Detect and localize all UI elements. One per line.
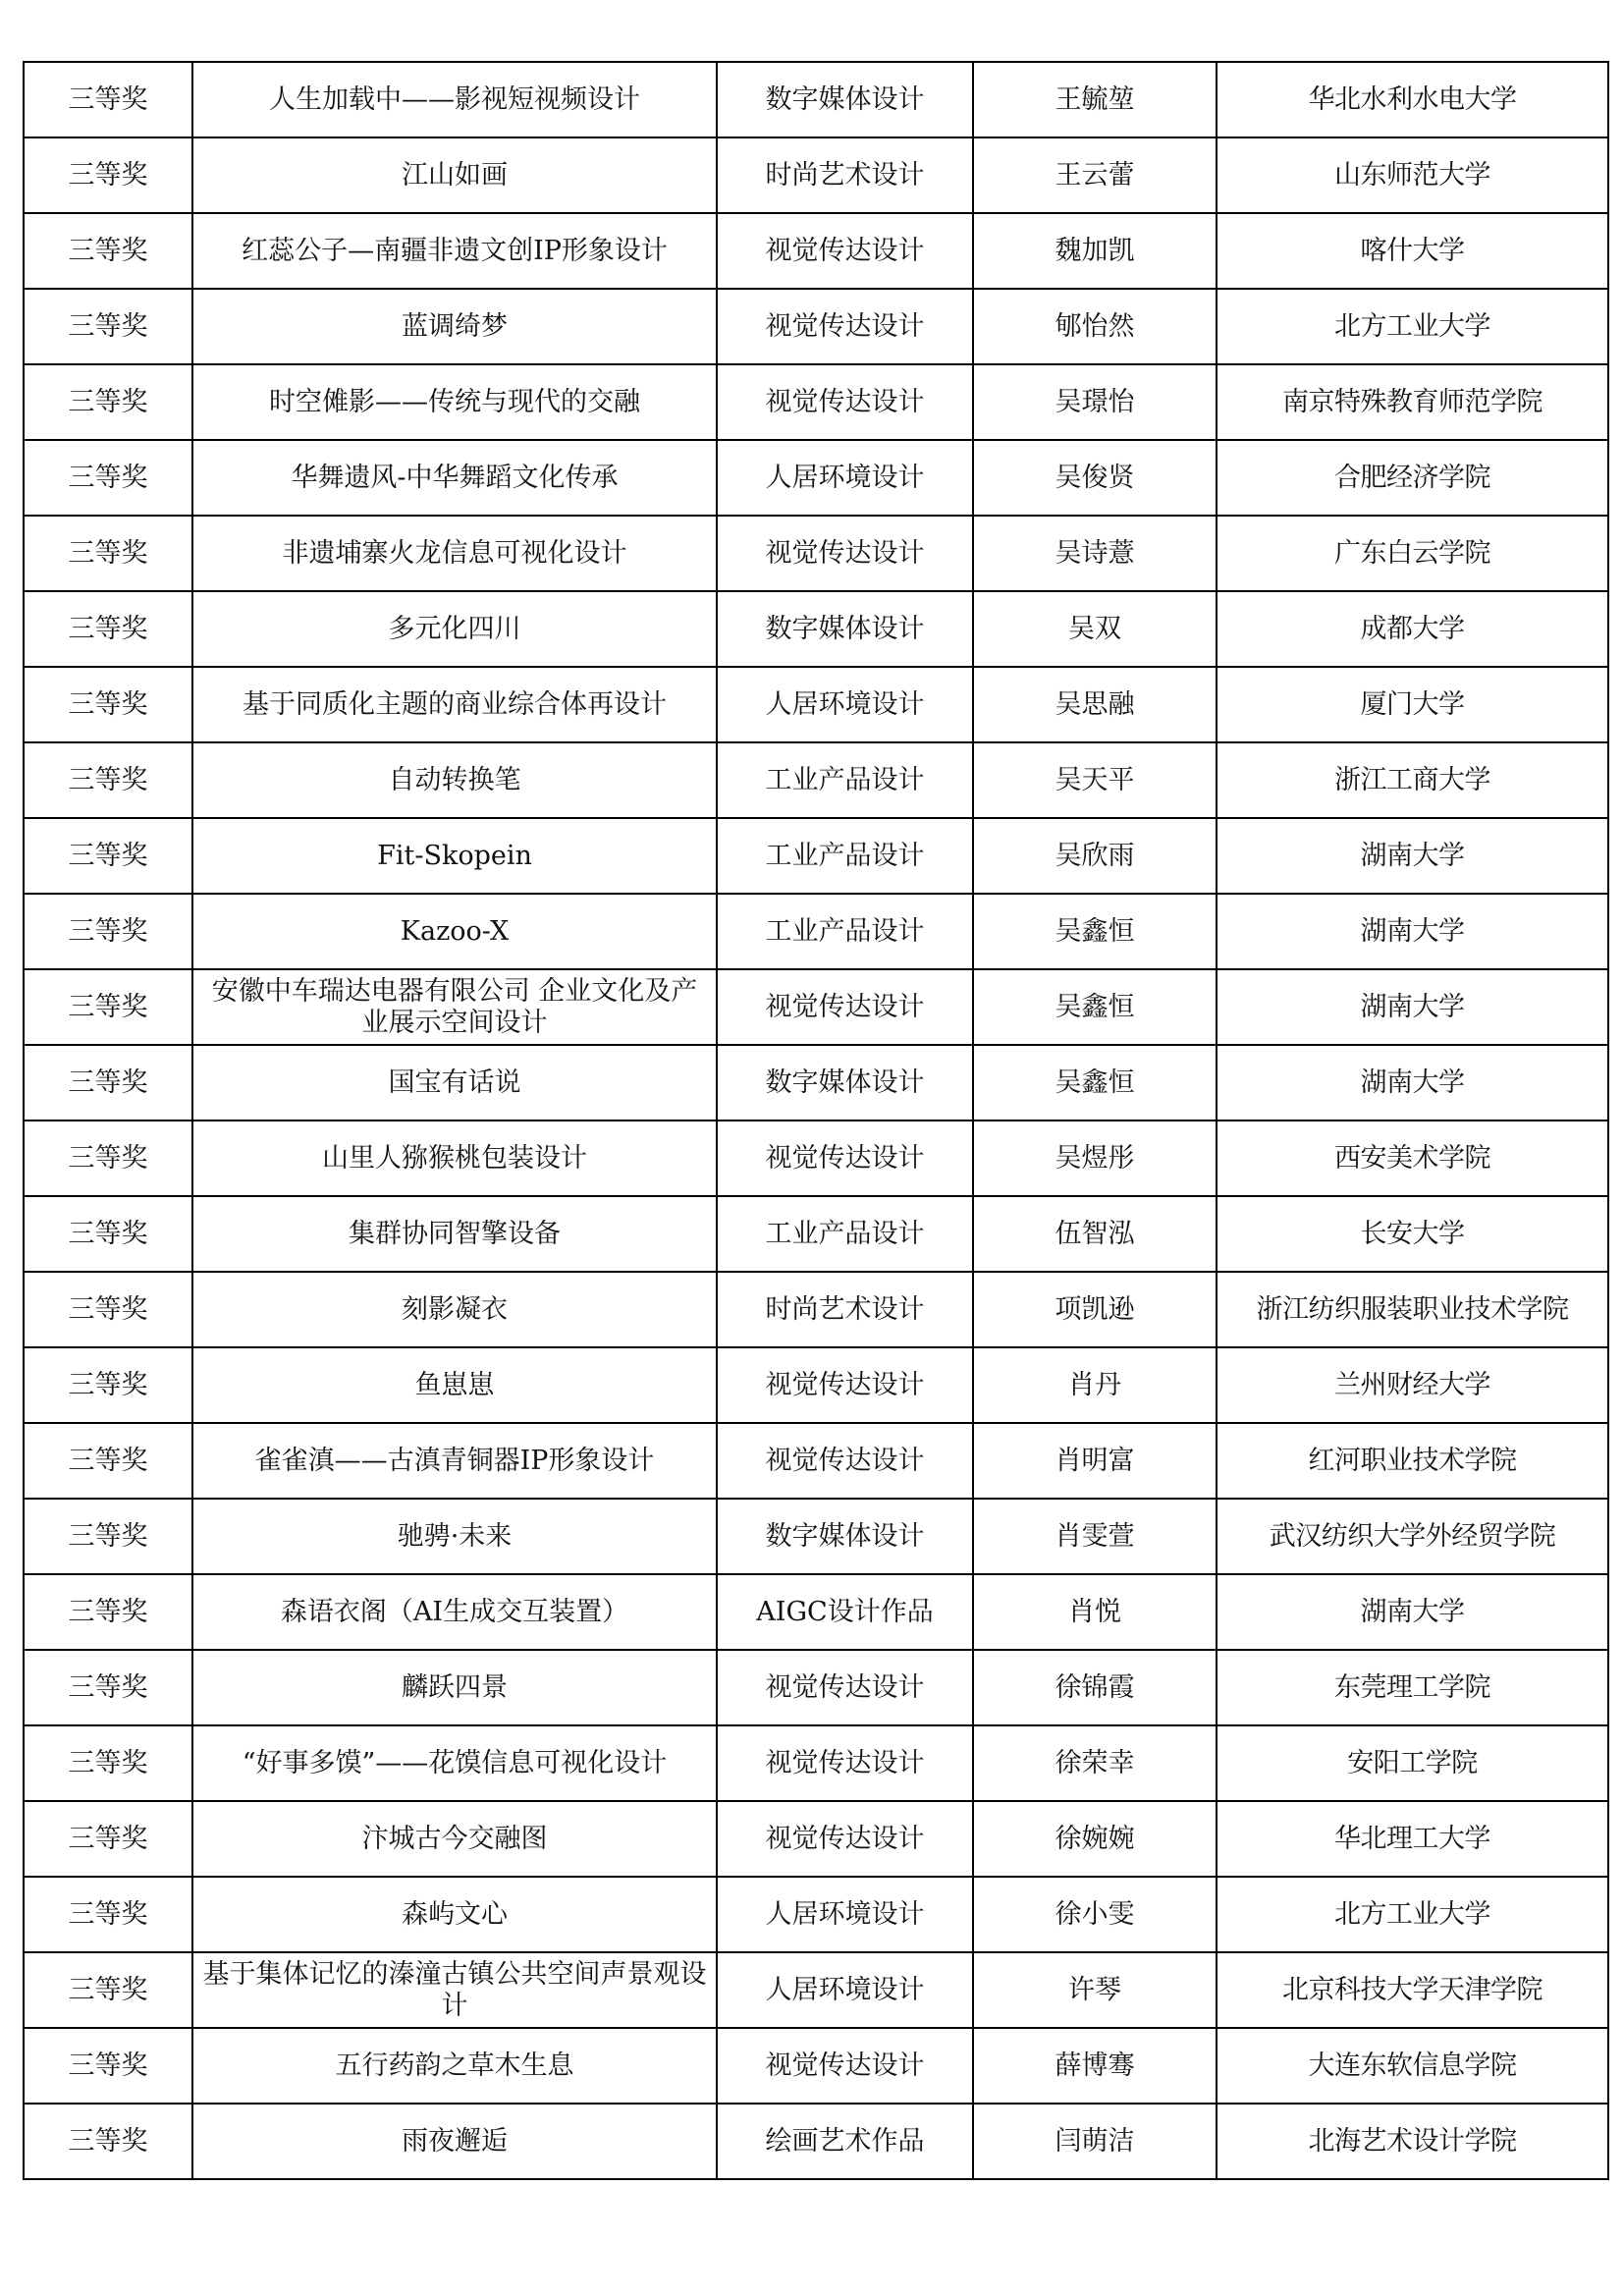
award-cell: 三等奖 [24, 969, 192, 1045]
school-cell: 华北水利水电大学 [1217, 62, 1608, 137]
student-name-cell: 吴鑫恒 [973, 894, 1217, 969]
school-cell: 浙江工商大学 [1217, 742, 1608, 818]
table-row [24, 1952, 1608, 2028]
award-cell: 三等奖 [24, 516, 192, 591]
table-row [24, 1801, 1608, 1877]
award-cell: 三等奖 [24, 1499, 192, 1574]
work-title-cell: 国宝有话说 [192, 1045, 717, 1121]
table-row [24, 591, 1608, 667]
student-name-cell: 吴鑫恒 [973, 1045, 1217, 1121]
table-row [24, 1423, 1608, 1499]
student-name-cell: 王云蕾 [973, 137, 1217, 213]
category-cell: 视觉传达设计 [717, 213, 973, 289]
table-row [24, 1650, 1608, 1725]
student-name-cell: 项凯逊 [973, 1272, 1217, 1347]
work-title-cell: “好事多馍”——花馍信息可视化设计 [192, 1725, 717, 1801]
table-row [24, 364, 1608, 440]
work-title-cell: 自动转换笔 [192, 742, 717, 818]
award-cell: 三等奖 [24, 2028, 192, 2104]
student-name-cell: 徐小雯 [973, 1877, 1217, 1952]
table-row [24, 1574, 1608, 1650]
category-cell: 绘画艺术作品 [717, 2104, 973, 2179]
school-cell: 北方工业大学 [1217, 1877, 1608, 1952]
work-title-cell: 非遗埔寨火龙信息可视化设计 [192, 516, 717, 591]
category-cell: 视觉传达设计 [717, 516, 973, 591]
award-cell: 三等奖 [24, 1196, 192, 1272]
table-row [24, 62, 1608, 137]
document-page [23, 61, 1609, 2180]
category-cell: AIGC设计作品 [717, 1574, 973, 1650]
award-cell: 三等奖 [24, 1574, 192, 1650]
student-name-cell: 吴思融 [973, 667, 1217, 742]
awards-table [23, 61, 1609, 2180]
table-row [24, 289, 1608, 364]
category-cell: 视觉传达设计 [717, 1725, 973, 1801]
school-cell: 南京特殊教育师范学院 [1217, 364, 1608, 440]
school-cell: 广东白云学院 [1217, 516, 1608, 591]
category-cell: 时尚艺术设计 [717, 1272, 973, 1347]
school-cell: 兰州财经大学 [1217, 1347, 1608, 1423]
school-cell: 武汉纺织大学外经贸学院 [1217, 1499, 1608, 1574]
student-name-cell: 肖丹 [973, 1347, 1217, 1423]
category-cell: 视觉传达设计 [717, 1801, 973, 1877]
work-title-cell: 麟跃四景 [192, 1650, 717, 1725]
work-title-cell: 江山如画 [192, 137, 717, 213]
work-title-cell: 基于集体记忆的溱潼古镇公共空间声景观设计 [192, 1952, 717, 2028]
school-cell: 湖南大学 [1217, 969, 1608, 1045]
school-cell: 西安美术学院 [1217, 1121, 1608, 1196]
student-name-cell: 吴天平 [973, 742, 1217, 818]
work-title-cell: Fit-Skopein [192, 818, 717, 894]
school-cell: 安阳工学院 [1217, 1725, 1608, 1801]
category-cell: 时尚艺术设计 [717, 137, 973, 213]
school-cell: 山东师范大学 [1217, 137, 1608, 213]
award-cell: 三等奖 [24, 1877, 192, 1952]
school-cell: 合肥经济学院 [1217, 440, 1608, 516]
student-name-cell: 吴诗薏 [973, 516, 1217, 591]
award-cell: 三等奖 [24, 742, 192, 818]
award-cell: 三等奖 [24, 1801, 192, 1877]
category-cell: 人居环境设计 [717, 667, 973, 742]
table-row [24, 1272, 1608, 1347]
work-title-cell: 汴城古今交融图 [192, 1801, 717, 1877]
work-title-cell: 鱼崽崽 [192, 1347, 717, 1423]
category-cell: 视觉传达设计 [717, 969, 973, 1045]
category-cell: 视觉传达设计 [717, 1347, 973, 1423]
category-cell: 视觉传达设计 [717, 289, 973, 364]
award-cell: 三等奖 [24, 289, 192, 364]
awards-table-body [24, 62, 1608, 2179]
student-name-cell: 肖雯萱 [973, 1499, 1217, 1574]
award-cell: 三等奖 [24, 1347, 192, 1423]
category-cell: 工业产品设计 [717, 1196, 973, 1272]
school-cell: 大连东软信息学院 [1217, 2028, 1608, 2104]
table-row [24, 1196, 1608, 1272]
award-cell: 三等奖 [24, 1725, 192, 1801]
work-title-cell: 红蕊公子—南疆非遗文创IP形象设计 [192, 213, 717, 289]
table-row [24, 1347, 1608, 1423]
table-row [24, 1121, 1608, 1196]
award-cell: 三等奖 [24, 894, 192, 969]
school-cell: 北海艺术设计学院 [1217, 2104, 1608, 2179]
work-title-cell: 华舞遗风-中华舞蹈文化传承 [192, 440, 717, 516]
school-cell: 华北理工大学 [1217, 1801, 1608, 1877]
category-cell: 视觉传达设计 [717, 1423, 973, 1499]
category-cell: 视觉传达设计 [717, 1121, 973, 1196]
school-cell: 北方工业大学 [1217, 289, 1608, 364]
student-name-cell: 许琴 [973, 1952, 1217, 2028]
student-name-cell: 伍智泓 [973, 1196, 1217, 1272]
student-name-cell: 肖明富 [973, 1423, 1217, 1499]
work-title-cell: 时空傩影——传统与现代的交融 [192, 364, 717, 440]
table-row [24, 894, 1608, 969]
award-cell: 三等奖 [24, 1952, 192, 2028]
table-row [24, 1045, 1608, 1121]
work-title-cell: 五行药韵之草木生息 [192, 2028, 717, 2104]
category-cell: 视觉传达设计 [717, 2028, 973, 2104]
category-cell: 数字媒体设计 [717, 591, 973, 667]
student-name-cell: 吴璟怡 [973, 364, 1217, 440]
school-cell: 成都大学 [1217, 591, 1608, 667]
table-row [24, 1725, 1608, 1801]
table-row [24, 667, 1608, 742]
table-row [24, 742, 1608, 818]
work-title-cell: Kazoo-X [192, 894, 717, 969]
award-cell: 三等奖 [24, 62, 192, 137]
table-row [24, 137, 1608, 213]
student-name-cell: 徐婉婉 [973, 1801, 1217, 1877]
work-title-cell: 山里人猕猴桃包装设计 [192, 1121, 717, 1196]
award-cell: 三等奖 [24, 137, 192, 213]
award-cell: 三等奖 [24, 1121, 192, 1196]
school-cell: 长安大学 [1217, 1196, 1608, 1272]
award-cell: 三等奖 [24, 213, 192, 289]
student-name-cell: 郇怡然 [973, 289, 1217, 364]
table-row [24, 969, 1608, 1045]
school-cell: 湖南大学 [1217, 818, 1608, 894]
school-cell: 厦门大学 [1217, 667, 1608, 742]
work-title-cell: 森语衣阁（AI生成交互装置） [192, 1574, 717, 1650]
student-name-cell: 薛博骞 [973, 2028, 1217, 2104]
work-title-cell: 雀雀滇——古滇青铜器IP形象设计 [192, 1423, 717, 1499]
school-cell: 湖南大学 [1217, 1045, 1608, 1121]
work-title-cell: 人生加载中——影视短视频设计 [192, 62, 717, 137]
work-title-cell: 雨夜邂逅 [192, 2104, 717, 2179]
work-title-cell: 蓝调绮梦 [192, 289, 717, 364]
student-name-cell: 吴煜彤 [973, 1121, 1217, 1196]
category-cell: 人居环境设计 [717, 1877, 973, 1952]
table-row [24, 1499, 1608, 1574]
student-name-cell: 闫萌洁 [973, 2104, 1217, 2179]
school-cell: 湖南大学 [1217, 1574, 1608, 1650]
school-cell: 红河职业技术学院 [1217, 1423, 1608, 1499]
table-row [24, 818, 1608, 894]
award-cell: 三等奖 [24, 591, 192, 667]
category-cell: 视觉传达设计 [717, 364, 973, 440]
work-title-cell: 基于同质化主题的商业综合体再设计 [192, 667, 717, 742]
award-cell: 三等奖 [24, 1423, 192, 1499]
award-cell: 三等奖 [24, 440, 192, 516]
category-cell: 视觉传达设计 [717, 1650, 973, 1725]
school-cell: 北京科技大学天津学院 [1217, 1952, 1608, 2028]
student-name-cell: 徐荣幸 [973, 1725, 1217, 1801]
work-title-cell: 集群协同智擎设备 [192, 1196, 717, 1272]
category-cell: 数字媒体设计 [717, 62, 973, 137]
school-cell: 浙江纺织服装职业技术学院 [1217, 1272, 1608, 1347]
award-cell: 三等奖 [24, 667, 192, 742]
table-row [24, 2104, 1608, 2179]
category-cell: 工业产品设计 [717, 894, 973, 969]
work-title-cell: 多元化四川 [192, 591, 717, 667]
work-title-cell: 刻影凝衣 [192, 1272, 717, 1347]
student-name-cell: 吴欣雨 [973, 818, 1217, 894]
student-name-cell: 肖悦 [973, 1574, 1217, 1650]
school-cell: 湖南大学 [1217, 894, 1608, 969]
table-row [24, 516, 1608, 591]
student-name-cell: 王毓堃 [973, 62, 1217, 137]
category-cell: 数字媒体设计 [717, 1045, 973, 1121]
category-cell: 人居环境设计 [717, 1952, 973, 2028]
work-title-cell: 安徽中车瑞达电器有限公司 企业文化及产业展示空间设计 [192, 969, 717, 1045]
school-cell: 东莞理工学院 [1217, 1650, 1608, 1725]
award-cell: 三等奖 [24, 818, 192, 894]
award-cell: 三等奖 [24, 1045, 192, 1121]
student-name-cell: 徐锦霞 [973, 1650, 1217, 1725]
category-cell: 工业产品设计 [717, 818, 973, 894]
table-row [24, 2028, 1608, 2104]
table-row [24, 440, 1608, 516]
award-cell: 三等奖 [24, 2104, 192, 2179]
award-cell: 三等奖 [24, 364, 192, 440]
award-cell: 三等奖 [24, 1272, 192, 1347]
school-cell: 喀什大学 [1217, 213, 1608, 289]
category-cell: 数字媒体设计 [717, 1499, 973, 1574]
work-title-cell: 森屿文心 [192, 1877, 717, 1952]
student-name-cell: 吴鑫恒 [973, 969, 1217, 1045]
award-cell: 三等奖 [24, 1650, 192, 1725]
category-cell: 人居环境设计 [717, 440, 973, 516]
table-row [24, 1877, 1608, 1952]
work-title-cell: 驰骋·未来 [192, 1499, 717, 1574]
student-name-cell: 吴俊贤 [973, 440, 1217, 516]
student-name-cell: 吴双 [973, 591, 1217, 667]
student-name-cell: 魏加凯 [973, 213, 1217, 289]
category-cell: 工业产品设计 [717, 742, 973, 818]
table-row [24, 213, 1608, 289]
